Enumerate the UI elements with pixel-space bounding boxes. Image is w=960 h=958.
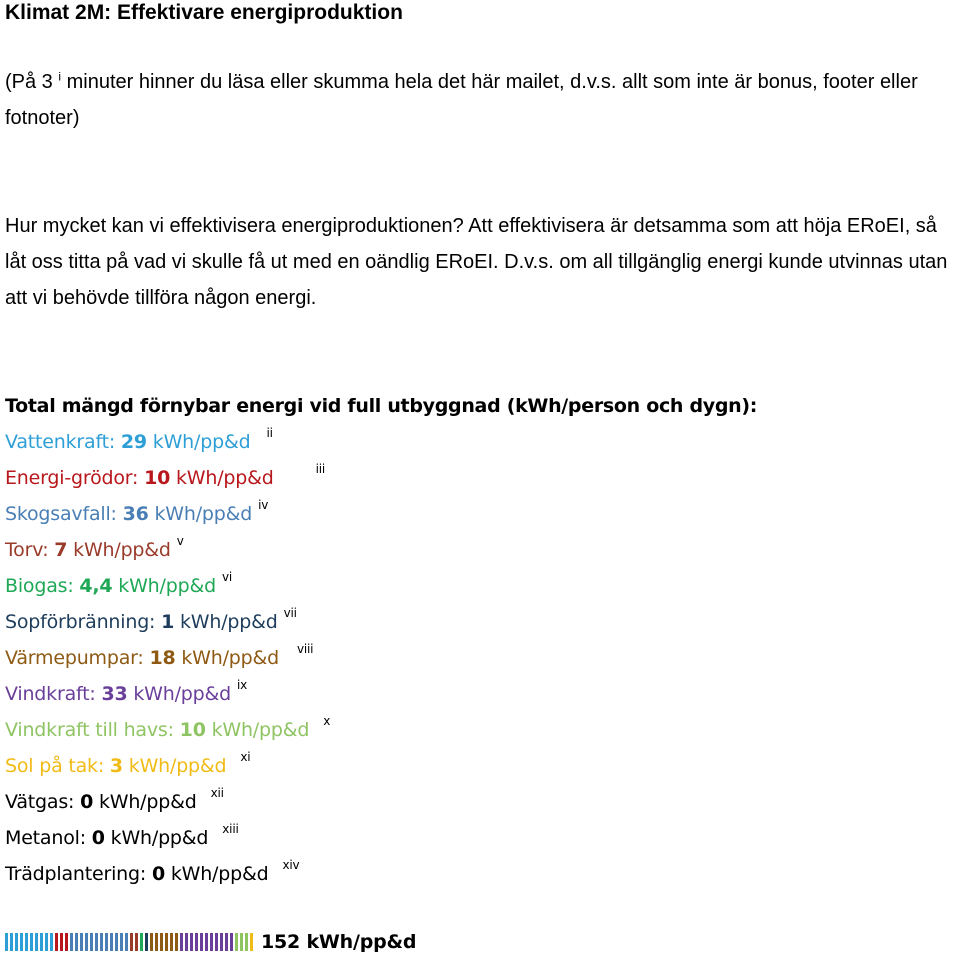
- source-label: Torv:: [5, 539, 55, 561]
- source-unit: kWh/pp&d: [118, 575, 216, 597]
- source-unit: kWh/pp&d: [98, 791, 197, 813]
- source-label: Trädplantering:: [5, 863, 152, 885]
- footnote-ref[interactable]: iv: [258, 498, 269, 512]
- source-label: Vattenkraft:: [5, 431, 121, 453]
- total-bar-segment: [115, 933, 118, 951]
- source-label: Skogsavfall:: [5, 503, 123, 525]
- footnote-ref[interactable]: v: [176, 534, 184, 548]
- total-bar-segment: [75, 933, 78, 951]
- source-unit: kWh/pp&d: [152, 431, 251, 453]
- energy-source-row: [5, 856, 757, 892]
- total-bar-segment: [215, 933, 218, 951]
- page-title: Klimat 2M: Effektivare energiproduktion: [5, 1, 403, 24]
- total-bar-segment: [130, 933, 133, 951]
- total-bar-segment: [220, 933, 223, 951]
- list-heading: Total mängd förnybar energi vid full utbyggnad (kWh/person och dygn):: [5, 395, 758, 417]
- source-value: 10: [179, 719, 206, 741]
- source-unit: kWh/pp&d: [128, 755, 227, 777]
- total-bar-segment: [160, 933, 163, 951]
- source-value: 4,4: [79, 575, 113, 597]
- source-unit: kWh/pp&d: [179, 611, 278, 633]
- energy-source-row: [5, 640, 757, 676]
- total-bar-segment: [230, 933, 233, 951]
- footnote-ref[interactable]: vii: [283, 606, 297, 620]
- energy-source-row: [5, 496, 757, 532]
- total-bar-segment: [210, 933, 213, 951]
- source-unit: kWh/pp&d: [154, 503, 253, 525]
- intro-text-end: minuter hinner du läsa eller skumma hela det här mailet, d.v.s. allt som inte är bonus, footer eller fotnoter): [5, 71, 918, 129]
- total-bar-segment: [55, 933, 58, 951]
- footnote-ref[interactable]: iii: [315, 462, 326, 476]
- source-value: 3: [109, 755, 123, 777]
- total-bar-segment: [245, 933, 248, 951]
- source-unit: kWh/pp&d: [211, 719, 310, 741]
- total-bar-segment: [50, 933, 53, 951]
- source-unit: kWh/pp&d: [181, 647, 280, 669]
- total-bar-segment: [170, 933, 173, 951]
- source-value: 18: [149, 647, 176, 669]
- source-value: 33: [101, 683, 128, 705]
- energy-source-row: [5, 676, 757, 712]
- total-bar-segment: [60, 933, 63, 951]
- source-label: Sopförbränning:: [5, 611, 162, 633]
- footnote-ref[interactable]: xii: [210, 786, 224, 800]
- total-bar-segment: [200, 933, 203, 951]
- total-bar-segment: [180, 933, 183, 951]
- total-bar-segment: [145, 933, 148, 951]
- footnote-ref[interactable]: ii: [266, 426, 273, 440]
- source-value: 0: [80, 791, 94, 813]
- source-label: Energi-grödor:: [5, 467, 145, 489]
- total-bar-strip: [5, 933, 255, 951]
- total-bar-segment: [20, 933, 23, 951]
- source-label: Värmepumpar:: [5, 647, 150, 669]
- total-bar-segment: [15, 933, 18, 951]
- source-label: Biogas:: [5, 575, 80, 597]
- source-value: 36: [122, 503, 149, 525]
- body-paragraph: Hur mycket kan vi effektivisera energiproduktionen? Att effektivisera är detsamma som att höja ERoEI, så låt oss titta på vad vi skulle få ut med en oändlig ERoEI. D.v.s. om all tillgänglig energi kunde utvinnas utan att vi behövde tillföra någon energi.: [5, 215, 948, 309]
- source-value: 0: [91, 827, 105, 849]
- total-bar-segment: [135, 933, 138, 951]
- total-bar-segment: [45, 933, 48, 951]
- footnote-ref[interactable]: xiii: [222, 822, 239, 836]
- source-value: 7: [54, 539, 68, 561]
- total-bar-segment: [105, 933, 108, 951]
- energy-source-row: [5, 748, 757, 784]
- source-label: Metanol:: [5, 827, 92, 849]
- total-bar-segment: [205, 933, 208, 951]
- total-bar-segment: [40, 933, 43, 951]
- total-value: 152 kWh/pp&d: [261, 931, 417, 953]
- source-label: Vätgas:: [5, 791, 81, 813]
- intro-text-start: (På 3: [5, 71, 59, 93]
- total-bar-segment: [225, 933, 228, 951]
- total-bar-segment: [195, 933, 198, 951]
- footnote-ref[interactable]: xiv: [282, 858, 300, 872]
- footnote-ref-i[interactable]: i: [58, 69, 62, 84]
- total-bar-segment: [30, 933, 33, 951]
- energy-source-row: [5, 460, 757, 496]
- total-bar-segment: [25, 933, 28, 951]
- total-bar-segment: [140, 933, 143, 951]
- energy-source-row: [5, 568, 757, 604]
- total-bar-segment: [235, 933, 238, 951]
- total-bar-segment: [240, 933, 243, 951]
- footnote-ref[interactable]: vi: [221, 570, 232, 584]
- energy-source-row: [5, 820, 757, 856]
- total-bar-segment: [35, 933, 38, 951]
- total-bar-segment: [10, 933, 13, 951]
- source-unit: kWh/pp&d: [133, 683, 231, 705]
- footnote-ref[interactable]: ix: [237, 678, 248, 692]
- footnote-ref[interactable]: x: [323, 714, 331, 728]
- source-label: Sol på tak:: [5, 755, 110, 777]
- energy-source-row: [5, 712, 757, 748]
- total-bar-segment: [120, 933, 123, 951]
- source-label: Vindkraft:: [5, 683, 102, 705]
- energy-source-row: [5, 532, 757, 568]
- source-unit: kWh/pp&d: [73, 539, 171, 561]
- total-bar-segment: [250, 933, 253, 951]
- energy-source-row: [5, 424, 757, 460]
- source-value: 1: [161, 611, 175, 633]
- footnote-ref[interactable]: xi: [240, 750, 251, 764]
- total-bar-segment: [90, 933, 93, 951]
- footnote-ref[interactable]: viii: [297, 642, 314, 656]
- total-row: [5, 926, 416, 958]
- source-value: 0: [151, 863, 165, 885]
- energy-source-row: [5, 604, 757, 640]
- source-unit: kWh/pp&d: [175, 467, 274, 489]
- total-bar-segment: [85, 933, 88, 951]
- total-bar-segment: [65, 933, 68, 951]
- source-label: Vindkraft till havs:: [5, 719, 180, 741]
- energy-source-row: [5, 784, 757, 820]
- source-value: 10: [144, 467, 171, 489]
- intro-paragraph: [5, 64, 960, 136]
- total-bar-segment: [150, 933, 153, 951]
- source-value: 29: [120, 431, 147, 453]
- total-bar-segment: [70, 933, 73, 951]
- total-bar-segment: [100, 933, 103, 951]
- total-bar-segment: [190, 933, 193, 951]
- source-unit: kWh/pp&d: [170, 863, 269, 885]
- source-unit: kWh/pp&d: [110, 827, 209, 849]
- total-bar-segment: [175, 933, 178, 951]
- total-bar-segment: [125, 933, 128, 951]
- total-bar-segment: [155, 933, 158, 951]
- total-bar-segment: [5, 933, 8, 951]
- energy-source-list: [5, 388, 757, 892]
- total-bar-segment: [95, 933, 98, 951]
- total-bar-segment: [80, 933, 83, 951]
- total-bar-segment: [110, 933, 113, 951]
- total-bar-segment: [165, 933, 168, 951]
- total-bar-segment: [185, 933, 188, 951]
